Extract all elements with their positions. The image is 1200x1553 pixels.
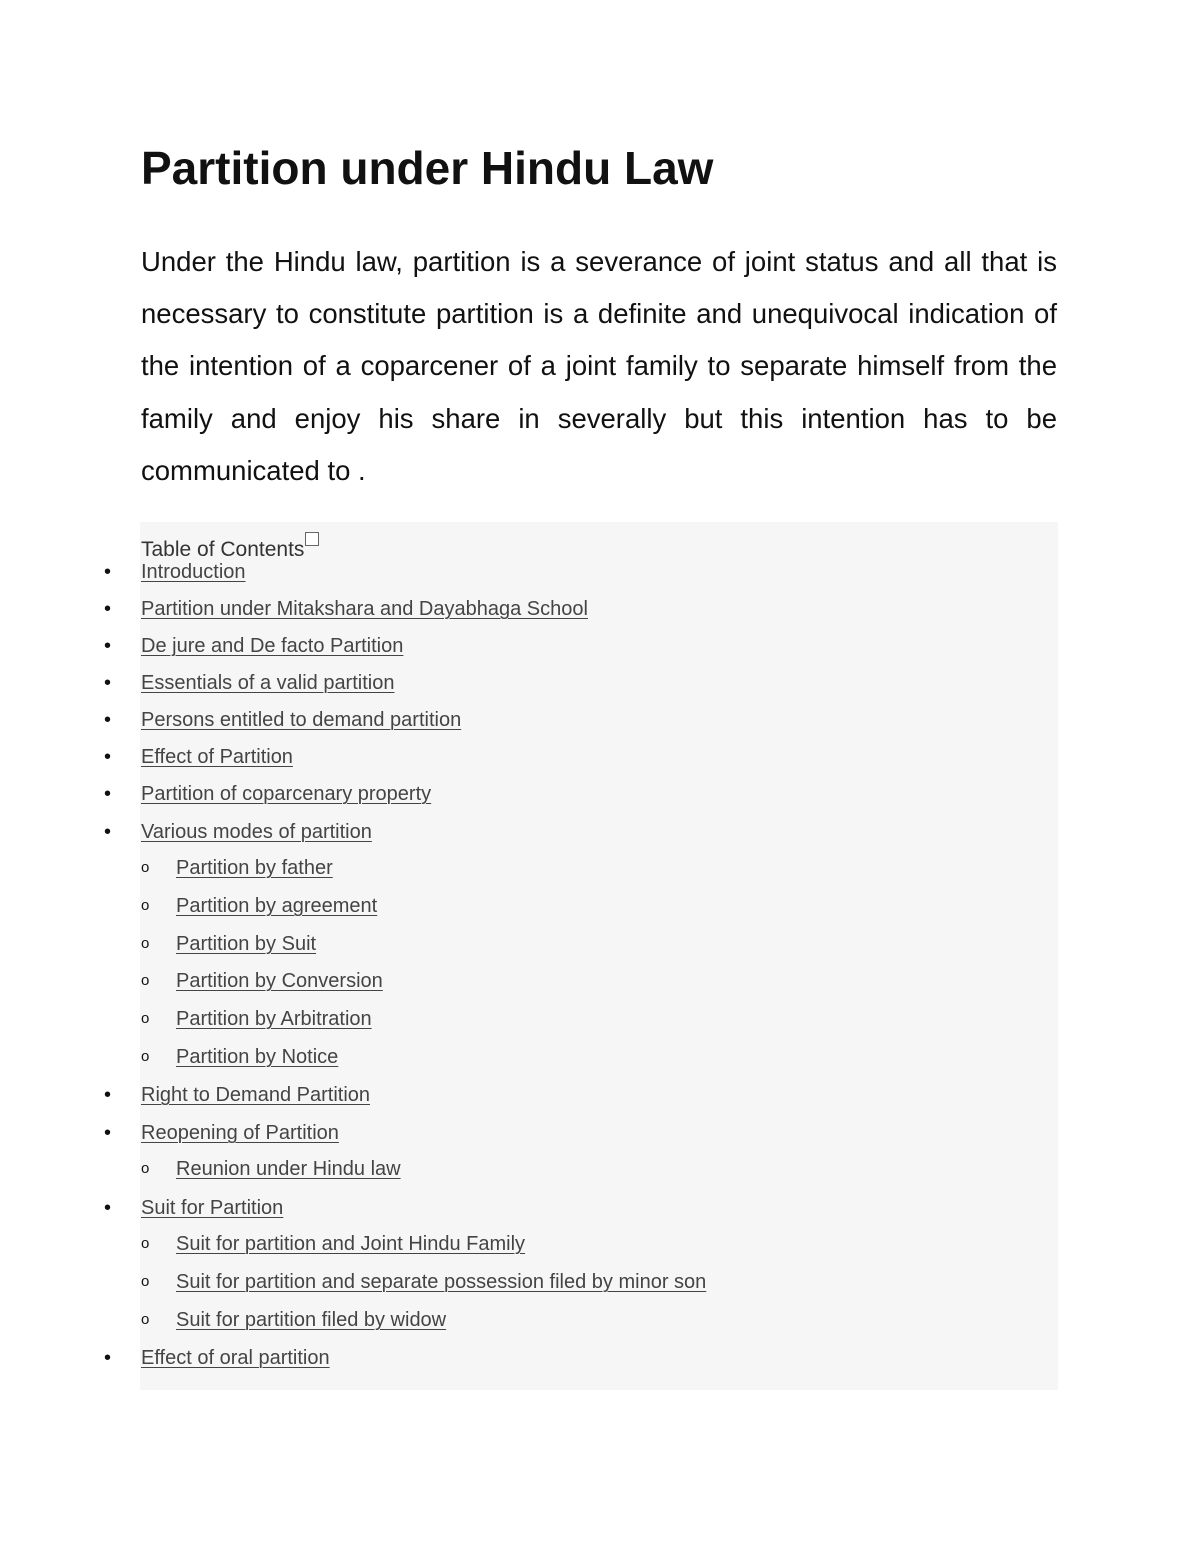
table-of-contents <box>104 522 1058 1390</box>
hollow-bullet-icon: o <box>141 1010 150 1027</box>
bullet-icon: • <box>104 746 112 768</box>
toc-link[interactable]: Right to Demand Partition <box>141 1084 371 1106</box>
bullet-icon: • <box>104 672 112 694</box>
hollow-bullet-icon: o <box>141 1311 150 1328</box>
toc-link[interactable]: Partition by Suit <box>176 933 317 955</box>
hollow-bullet-icon: o <box>141 1273 150 1290</box>
toc-link[interactable]: Partition by Arbitration <box>176 1008 372 1030</box>
toc-link[interactable]: Partition of coparcenary property <box>141 783 432 805</box>
hollow-bullet-icon: o <box>141 972 150 989</box>
toc-link[interactable]: Partition by Notice <box>176 1046 339 1068</box>
bullet-icon: • <box>104 821 112 843</box>
toc-heading: Table of Contents <box>141 538 305 561</box>
intro-paragraph: Under the Hindu law, partition is a severance of joint status and all that is necessary to constitute partition is a definite and unequivocal indication of the intention of a coparcener of a joint family to separate himself from the family and enjoy his share in severally but this intention has to be communicated to . <box>141 246 1057 486</box>
bullet-icon: • <box>104 635 112 657</box>
toc-link[interactable]: Various modes of partition <box>141 821 372 843</box>
hollow-bullet-icon: o <box>141 1160 150 1177</box>
toc-link[interactable]: Suit for partition filed by widow <box>176 1309 447 1331</box>
bullet-icon: • <box>104 561 112 583</box>
toc-link[interactable]: Reopening of Partition <box>141 1122 339 1144</box>
hollow-bullet-icon: o <box>141 1048 150 1065</box>
toc-link[interactable]: Partition by agreement <box>176 895 378 917</box>
toc-link[interactable]: De jure and De facto Partition <box>141 635 404 657</box>
toc-link[interactable]: Partition by father <box>176 857 333 879</box>
toc-toggle-checkbox-icon[interactable] <box>305 532 319 546</box>
toc-link[interactable]: Suit for Partition <box>141 1197 284 1219</box>
toc-link[interactable]: Suit for partition and separate possession filed by minor son <box>176 1271 707 1293</box>
toc-link[interactable]: Partition by Conversion <box>176 970 383 992</box>
hollow-bullet-icon: o <box>141 1235 150 1252</box>
bullet-icon: • <box>104 1197 112 1219</box>
bullet-icon: • <box>104 598 112 620</box>
bullet-icon: • <box>104 783 112 805</box>
toc-link[interactable]: Effect of oral partition <box>141 1347 330 1369</box>
hollow-bullet-icon: o <box>141 935 150 952</box>
hollow-bullet-icon: o <box>141 859 150 876</box>
bullet-icon: • <box>104 1122 112 1144</box>
toc-link[interactable]: Effect of Partition <box>141 746 293 768</box>
toc-link[interactable]: Reunion under Hindu law <box>176 1158 401 1180</box>
bullet-icon: • <box>104 1084 112 1106</box>
toc-link[interactable]: Suit for partition and Joint Hindu Family <box>176 1233 526 1255</box>
hollow-bullet-icon: o <box>141 897 150 914</box>
toc-link[interactable]: Partition under Mitakshara and Dayabhaga School <box>141 598 588 620</box>
toc-link[interactable]: Introduction <box>141 561 246 583</box>
toc-link[interactable]: Essentials of a valid partition <box>141 672 395 694</box>
bullet-icon: • <box>104 709 112 731</box>
bullet-icon: • <box>104 1347 112 1369</box>
page-title: Partition under Hindu Law <box>141 142 714 194</box>
toc-link[interactable]: Persons entitled to demand partition <box>141 709 462 731</box>
